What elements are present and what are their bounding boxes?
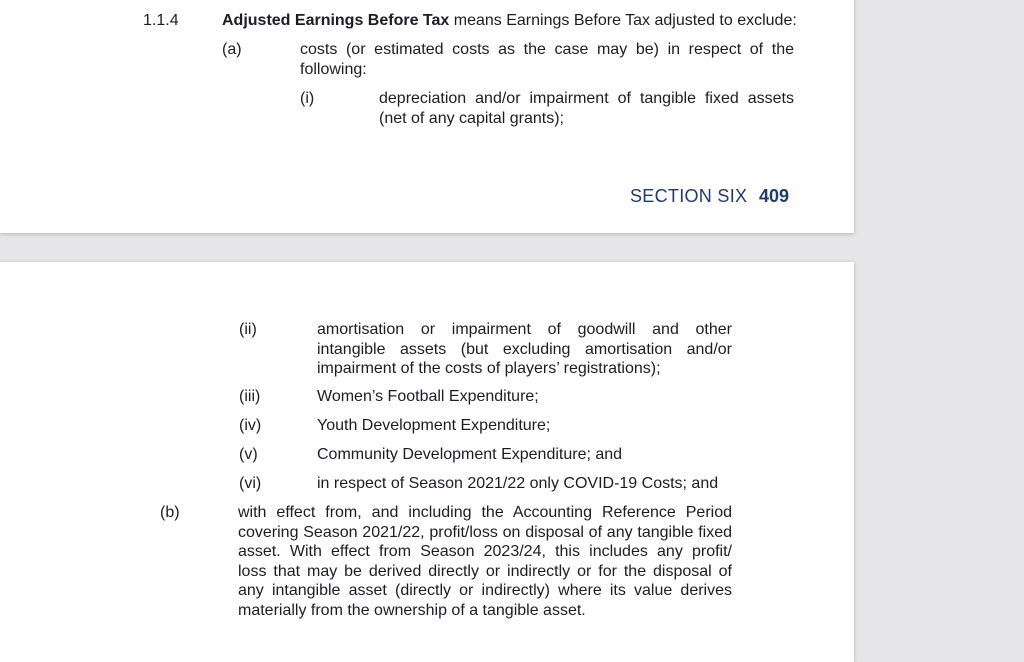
item-b-line: covering Season 2021/22, profit/loss on disposal of any tangible fixed: [238, 523, 732, 541]
item-ii-marker: (ii): [239, 321, 257, 338]
item-a-marker: (a): [222, 41, 242, 58]
item-a-line: following:: [300, 60, 367, 78]
item-b-line: any intangible asset (directly or indirectly) where its value derives: [238, 582, 732, 599]
item-b-marker: (b): [160, 504, 180, 521]
item-a-text: [300, 40, 794, 79]
item-vi-marker: (vi): [239, 475, 262, 492]
defined-term: Adjusted Earnings Before Tax: [222, 12, 450, 29]
item-b-text: [238, 503, 732, 620]
clause-number: 1.1.4: [143, 12, 179, 29]
item-i-line: depreciation and/or impairment of tangible fixed assets: [379, 90, 794, 107]
item-v-marker: (v): [239, 446, 258, 463]
item-b-line: materially from the ownership of a tangible asset.: [238, 601, 586, 619]
item-ii-line: impairment of the costs of players’ registrations);: [317, 360, 661, 377]
item-b-line: loss that may be derived directly or indirectly or for the disposal of: [238, 562, 732, 580]
item-iv-text: Youth Development Expenditure;: [317, 417, 551, 434]
footer-page-number: 409: [759, 186, 790, 206]
item-b-line: asset. With effect from Season 2023/24, this includes any profit/: [238, 543, 732, 560]
item-i-text: [379, 89, 794, 128]
item-ii-text: [317, 320, 732, 379]
item-iv-marker: (iv): [239, 417, 262, 434]
item-ii-line: intangible assets (but excluding amortisation and/or: [317, 340, 732, 358]
item-i-marker: (i): [300, 90, 315, 107]
item-i-line: (net of any capital grants);: [379, 109, 564, 127]
item-a-line: costs (or estimated costs as the case may be) in respect of the: [300, 41, 794, 58]
item-vi-text: in respect of Season 2021/22 only COVID-19 Costs; and: [317, 475, 719, 492]
item-ii-line: amortisation or impairment of goodwill and other: [317, 321, 732, 338]
definition-intro: means Earnings Before Tax adjusted to exclude:: [453, 12, 797, 29]
item-v-text: Community Development Expenditure; and: [317, 446, 623, 463]
item-iii-marker: (iii): [239, 388, 261, 405]
footer-section-label: SECTION SIX: [630, 186, 748, 206]
clause-heading: [222, 11, 797, 31]
item-b-line: with effect from, and including the Accounting Reference Period: [238, 504, 732, 521]
item-iii-text: Women’s Football Expenditure;: [317, 388, 539, 405]
